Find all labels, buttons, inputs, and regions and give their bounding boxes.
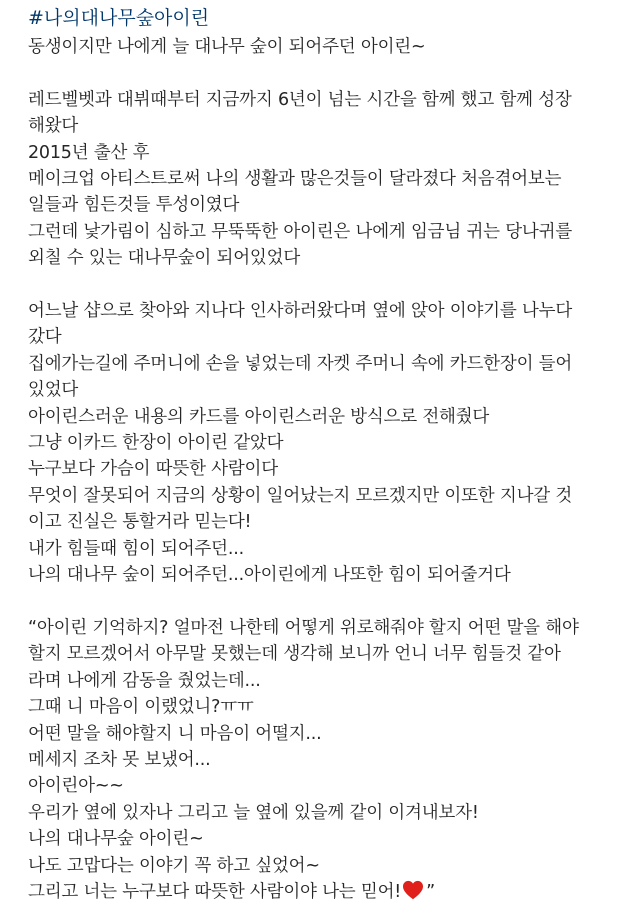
post-caption xyxy=(28,2,628,905)
caption-line: 메세지 조차 못 보냈어... xyxy=(28,749,211,770)
caption-body xyxy=(28,34,628,879)
caption-line: 일들과 힘든것들 투성이였다 xyxy=(28,195,240,216)
closing-quote: ” xyxy=(426,881,435,902)
caption-line: 아이린아~~ xyxy=(28,776,124,797)
caption-line: 우리가 옆에 있자나 그리고 늘 옆에 있을께 같이 이겨내보자! xyxy=(28,802,479,823)
caption-line: 2015년 출산 후 xyxy=(28,142,150,163)
blank-line xyxy=(28,272,628,298)
caption-line: 그냥 이카드 한장이 아이린 같았다 xyxy=(28,433,284,454)
hashtag-link[interactable]: #나의대나무숲아이린 xyxy=(28,7,210,29)
caption-line: 라며 나에게 감동을 줬었는데... xyxy=(28,670,261,691)
caption-line: 무엇이 잘못되어 지금의 상황이 일어났는지 모르겠지만 이또한 지나갈 것 xyxy=(28,485,573,506)
caption-line: 집에가는길에 주머니에 손을 넣었는데 자켓 주머니 속에 카드한장이 들어 xyxy=(28,353,573,374)
caption-line-last xyxy=(28,879,628,905)
caption-line: 누구보다 가슴이 따뜻한 사람이다 xyxy=(28,459,278,480)
blank-line xyxy=(28,589,628,615)
caption-line: 나도 고맙다는 이야기 꼭 하고 싶었어~ xyxy=(28,855,320,876)
caption-line: 동생이지만 나에게 늘 대나무 숲이 되어주던 아이린~ xyxy=(28,37,426,57)
caption-line: 갔다 xyxy=(28,327,62,348)
blank-line xyxy=(28,60,628,86)
caption-line: 메이크업 아티스트로써 나의 생활과 많은것들이 달라졌다 처음겪어보는 xyxy=(28,169,562,190)
caption-line: 내가 힘들때 힘이 되어주던... xyxy=(28,538,244,559)
caption-line: “아이린 기억하지? 얼마전 나한테 어떻게 위로해줘야 할지 어떤 말을 해야 xyxy=(28,617,579,638)
caption-line: 할지 모르겠어서 아무말 못했는데 생각해 보니까 언니 너무 힘들것 같아 xyxy=(28,644,561,665)
caption-line: 나의 대나무숲 아이린~ xyxy=(28,829,204,850)
caption-line: 그런데 낯가림이 심하고 무뚝뚝한 아이린은 나에게 임금님 귀는 당나귀를 xyxy=(28,221,573,242)
red-heart-icon xyxy=(402,880,424,900)
caption-line: 레드벨벳과 대뷔때부터 지금까지 6년이 넘는 시간을 함께 했고 함께 성장 xyxy=(28,89,572,110)
caption-line: 나의 대나무 숲이 되어주던...아이린에게 나또한 힘이 되어줄거다 xyxy=(28,565,511,586)
caption-line: 있었다 xyxy=(28,380,79,401)
caption-line: 외칠 수 있는 대나무숲이 되어있었다 xyxy=(28,248,301,269)
caption-line: 어떤 말을 해야할지 니 마음이 어떨지... xyxy=(28,723,322,744)
caption-line-last-text: 그리고 너는 누구보다 따뜻한 사람이야 나는 믿어! xyxy=(28,881,402,902)
caption-line: 해왔다 xyxy=(28,116,79,137)
caption-line: 그때 니 마음이 이랬었니?ㅠㅠ xyxy=(28,697,254,718)
caption-line: 어느날 샵으로 찾아와 지나다 인사하러왔다며 옆에 앉아 이야기를 나누다 xyxy=(28,301,573,322)
caption-line: 이고 진실은 통할거라 믿는다! xyxy=(28,512,252,533)
caption-line: 아이린스러운 내용의 카드를 아이린스러운 방식으로 전해줬다 xyxy=(28,406,490,427)
